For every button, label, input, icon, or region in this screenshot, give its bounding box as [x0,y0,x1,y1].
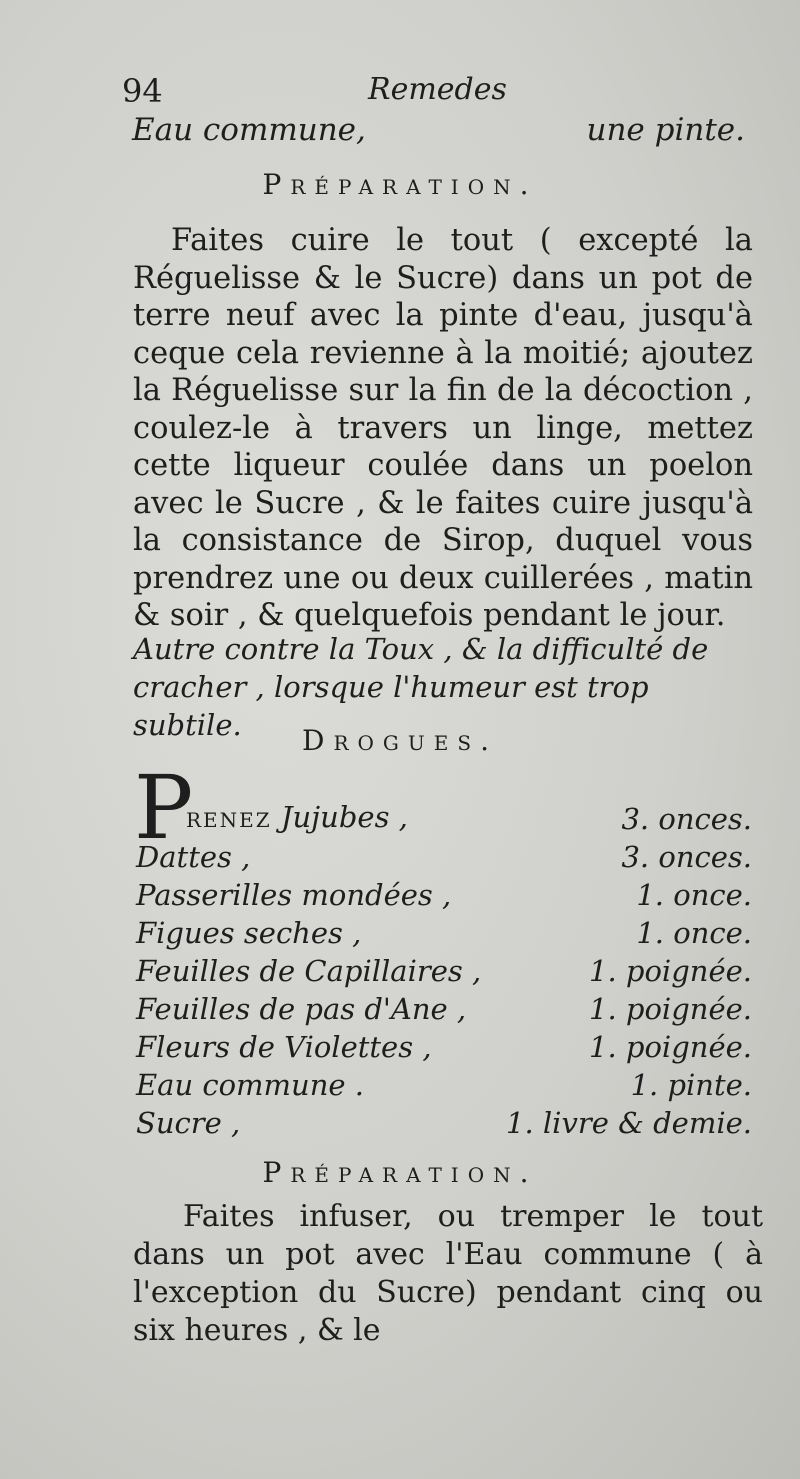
ingredient-quantity: 1. poignée. [589,954,752,988]
ingredient-quantity: 1. poignée. [589,1030,752,1064]
preparation-paragraph [133,222,753,635]
section-heading-preparation: Préparation. [262,168,538,201]
ingredient-name: Fleurs de Violettes , [136,1030,432,1064]
ingredient-quantity: 1. livre & demie. [506,1106,752,1140]
ingredient-name: Figues seches , [136,916,362,950]
ingredient-name: Jujubes , [280,800,408,834]
ingredient-quantity: 1. once. [636,878,752,912]
ingredient-name: Sucre , [136,1106,241,1140]
section-heading-preparation-2: Préparation. [262,1156,538,1189]
ingredient-quantity: 3. onces. [621,802,752,836]
page-number: 94 [122,72,163,110]
first-word: renez [186,800,272,834]
recipe-title: Autre contre la Toux , & la difficulté de cracher , lorsque l'humeur est trop subtile. [133,632,709,742]
carry-over-quantity: une pinte. [586,112,745,148]
drop-cap: P [134,756,194,859]
preparation-paragraph-2 [133,1198,763,1350]
ingredient-quantity: 1. pinte. [630,1068,752,1102]
running-title: Remedes [368,72,507,107]
ingredient-quantity: 3. onces. [621,840,752,874]
preparation-text-2: Faites infuser, ou tremper le tout dans un pot avec l'Eau commune ( à l'exception du Sucre) pendant cinq ou six heures , & le [133,1199,763,1348]
ingredient-row [186,800,408,834]
ingredient-name: Feuilles de Capillaires , [136,954,482,988]
carry-over-ingredient: Eau commune, [132,112,366,148]
ingredient-name: Passerilles mondées , [136,878,452,912]
ingredient-name: Eau commune . [136,1068,365,1102]
ingredient-name: Dattes , [136,840,251,874]
ingredient-quantity: 1. once. [636,916,752,950]
ingredient-name: Feuilles de pas d'Ane , [136,992,467,1026]
ingredient-quantity: 1. poignée. [589,992,752,1026]
preparation-text: Faites cuire le tout ( excepté la Réguelisse & le Sucre) dans un pot de terre neuf avec la pinte d'eau, jusqu'à ceque cela revienne à la moitié; ajoutez la Réguelisse sur la fin de la décoction , coulez-le à travers un linge, mettez cette liqueur coulée dans un poelon avec le Sucre , & le faites cuire jusqu'à la consistance de Sirop, duquel vous prendrez une ou deux cuillerées , matin & soir , & quelquefois pendant le jour. [133,223,753,633]
drugs-heading: Drogues. [302,724,498,757]
